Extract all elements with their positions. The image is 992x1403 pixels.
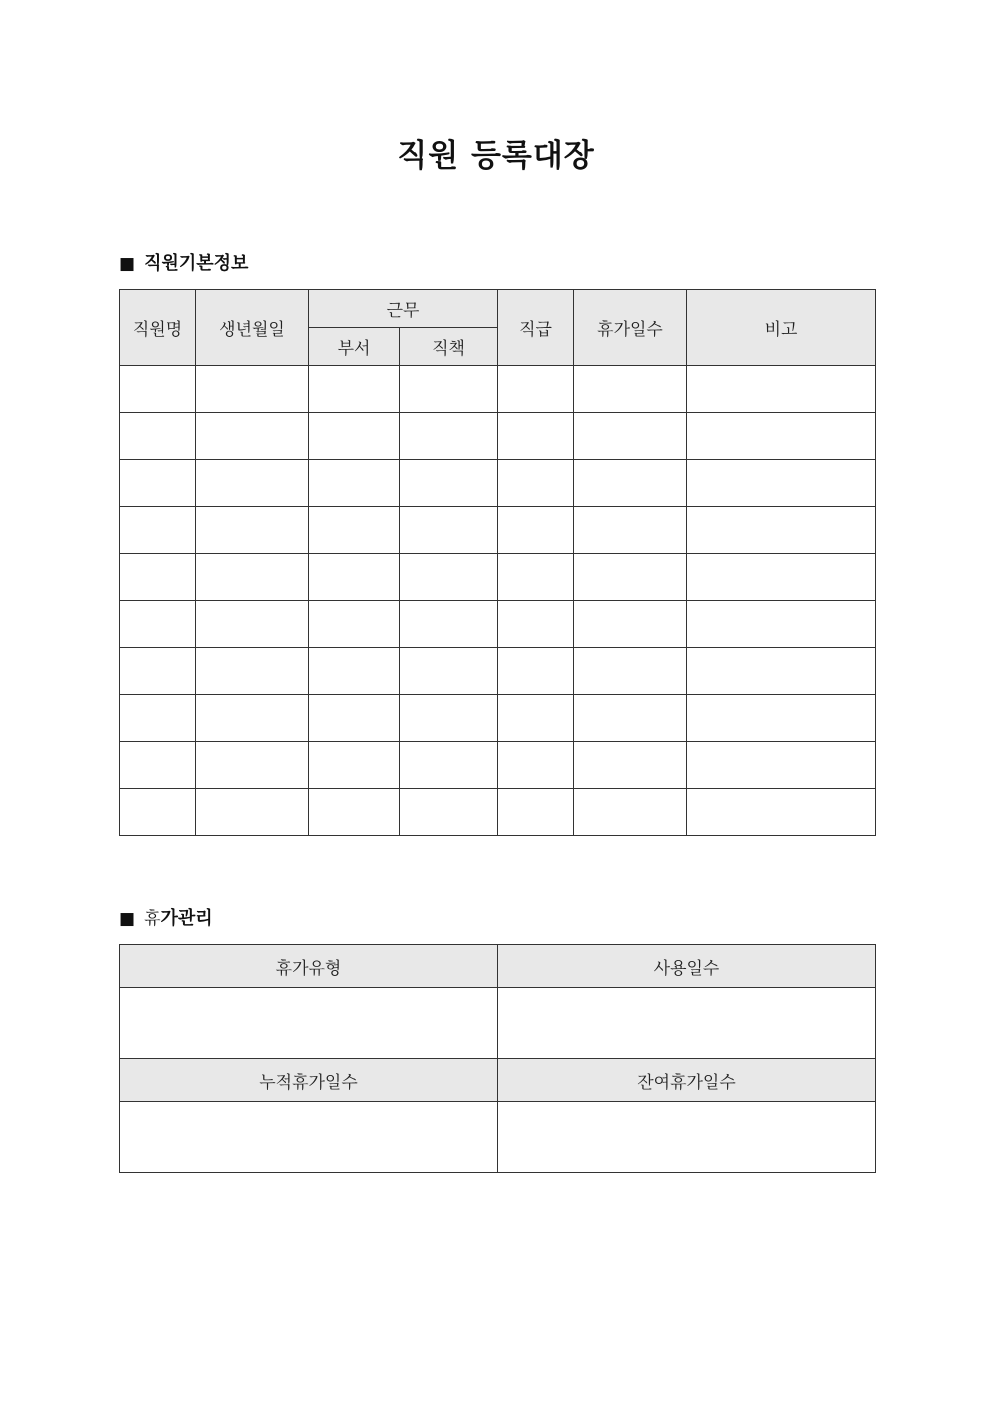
- cell-rank[interactable]: [498, 554, 574, 601]
- cell-birth[interactable]: [196, 695, 309, 742]
- cell-dept[interactable]: [309, 648, 400, 695]
- header-leave-days: 휴가일수: [574, 290, 687, 366]
- cell-rank[interactable]: [498, 601, 574, 648]
- accumulated-leave-cell[interactable]: [120, 1102, 498, 1173]
- header-remarks: 비고: [687, 290, 876, 366]
- cell-position[interactable]: [400, 742, 498, 789]
- cell-rank[interactable]: [498, 789, 574, 836]
- cell-name[interactable]: [120, 742, 196, 789]
- cell-dept[interactable]: [309, 413, 400, 460]
- cell-name[interactable]: [120, 789, 196, 836]
- cell-leave-days[interactable]: [574, 648, 687, 695]
- cell-name[interactable]: [120, 601, 196, 648]
- cell-birth[interactable]: [196, 460, 309, 507]
- cell-position[interactable]: [400, 460, 498, 507]
- table-row: [120, 695, 876, 742]
- cell-leave-days[interactable]: [574, 601, 687, 648]
- cell-dept[interactable]: [309, 507, 400, 554]
- header-days-used: 사용일수: [498, 945, 876, 988]
- table-row: [120, 789, 876, 836]
- cell-dept[interactable]: [309, 554, 400, 601]
- cell-birth[interactable]: [196, 648, 309, 695]
- cell-name[interactable]: [120, 554, 196, 601]
- cell-remarks[interactable]: [687, 695, 876, 742]
- cell-dept[interactable]: [309, 460, 400, 507]
- cell-rank[interactable]: [498, 507, 574, 554]
- cell-position[interactable]: [400, 554, 498, 601]
- cell-position[interactable]: [400, 601, 498, 648]
- cell-remarks[interactable]: [687, 601, 876, 648]
- cell-remarks[interactable]: [687, 507, 876, 554]
- square-bullet-icon: ■: [119, 254, 136, 274]
- table-row: [120, 601, 876, 648]
- header-remaining-leave: 잔여휴가일수: [498, 1059, 876, 1102]
- cell-leave-days[interactable]: [574, 460, 687, 507]
- cell-name[interactable]: [120, 366, 196, 413]
- cell-name[interactable]: [120, 413, 196, 460]
- square-bullet-icon: ■: [119, 909, 136, 929]
- cell-remarks[interactable]: [687, 789, 876, 836]
- leave-management-table: [119, 944, 876, 1173]
- cell-birth[interactable]: [196, 507, 309, 554]
- cell-dept[interactable]: [309, 742, 400, 789]
- header-dept: 부서: [309, 328, 400, 366]
- cell-position[interactable]: [400, 695, 498, 742]
- section-heading-leave-text: 가관리: [160, 908, 213, 929]
- cell-remarks[interactable]: [687, 366, 876, 413]
- cell-remarks[interactable]: [687, 460, 876, 507]
- cell-rank[interactable]: [498, 366, 574, 413]
- table-row: [120, 460, 876, 507]
- cell-position[interactable]: [400, 648, 498, 695]
- cell-birth[interactable]: [196, 366, 309, 413]
- cell-leave-days[interactable]: [574, 742, 687, 789]
- cell-leave-days[interactable]: [574, 507, 687, 554]
- cell-position[interactable]: [400, 507, 498, 554]
- cell-birth[interactable]: [196, 789, 309, 836]
- header-leave-type: 휴가유형: [120, 945, 498, 988]
- cell-dept[interactable]: [309, 601, 400, 648]
- header-work: 근무: [309, 290, 498, 328]
- cell-name[interactable]: [120, 695, 196, 742]
- cell-name[interactable]: [120, 648, 196, 695]
- cell-leave-days[interactable]: [574, 695, 687, 742]
- cell-name[interactable]: [120, 507, 196, 554]
- cell-dept[interactable]: [309, 695, 400, 742]
- cell-rank[interactable]: [498, 742, 574, 789]
- employee-basic-info-table: [119, 289, 876, 836]
- header-birth: 생년월일: [196, 290, 309, 366]
- cell-remarks[interactable]: [687, 648, 876, 695]
- section-heading-basic: [119, 252, 248, 276]
- cell-birth[interactable]: [196, 601, 309, 648]
- table-row: [120, 742, 876, 789]
- table-row: [120, 554, 876, 601]
- cell-remarks[interactable]: [687, 554, 876, 601]
- cell-dept[interactable]: [309, 789, 400, 836]
- cell-leave-days[interactable]: [574, 789, 687, 836]
- section-heading-leave-prefix: 휴: [144, 909, 161, 929]
- cell-leave-days[interactable]: [574, 413, 687, 460]
- table-row: [120, 507, 876, 554]
- cell-rank[interactable]: [498, 695, 574, 742]
- header-rank: 직급: [498, 290, 574, 366]
- header-name: 직원명: [120, 290, 196, 366]
- cell-name[interactable]: [120, 460, 196, 507]
- cell-position[interactable]: [400, 413, 498, 460]
- cell-birth[interactable]: [196, 413, 309, 460]
- cell-remarks[interactable]: [687, 742, 876, 789]
- remaining-leave-cell[interactable]: [498, 1102, 876, 1173]
- header-position: 직책: [400, 328, 498, 366]
- header-accumulated-leave: 누적휴가일수: [120, 1059, 498, 1102]
- cell-rank[interactable]: [498, 648, 574, 695]
- leave-type-cell[interactable]: [120, 988, 498, 1059]
- cell-birth[interactable]: [196, 742, 309, 789]
- table-row: [120, 648, 876, 695]
- days-used-cell[interactable]: [498, 988, 876, 1059]
- cell-position[interactable]: [400, 789, 498, 836]
- page-title: 직원 등록대장: [397, 138, 595, 174]
- cell-dept[interactable]: [309, 366, 400, 413]
- cell-rank[interactable]: [498, 413, 574, 460]
- table-row: [120, 413, 876, 460]
- cell-rank[interactable]: [498, 460, 574, 507]
- cell-remarks[interactable]: [687, 413, 876, 460]
- section-heading-basic-text: 직원기본정보: [144, 253, 249, 274]
- table-row: [120, 366, 876, 413]
- cell-leave-days[interactable]: [574, 366, 687, 413]
- cell-birth[interactable]: [196, 554, 309, 601]
- section-heading-leave: [119, 907, 213, 931]
- cell-leave-days[interactable]: [574, 554, 687, 601]
- cell-position[interactable]: [400, 366, 498, 413]
